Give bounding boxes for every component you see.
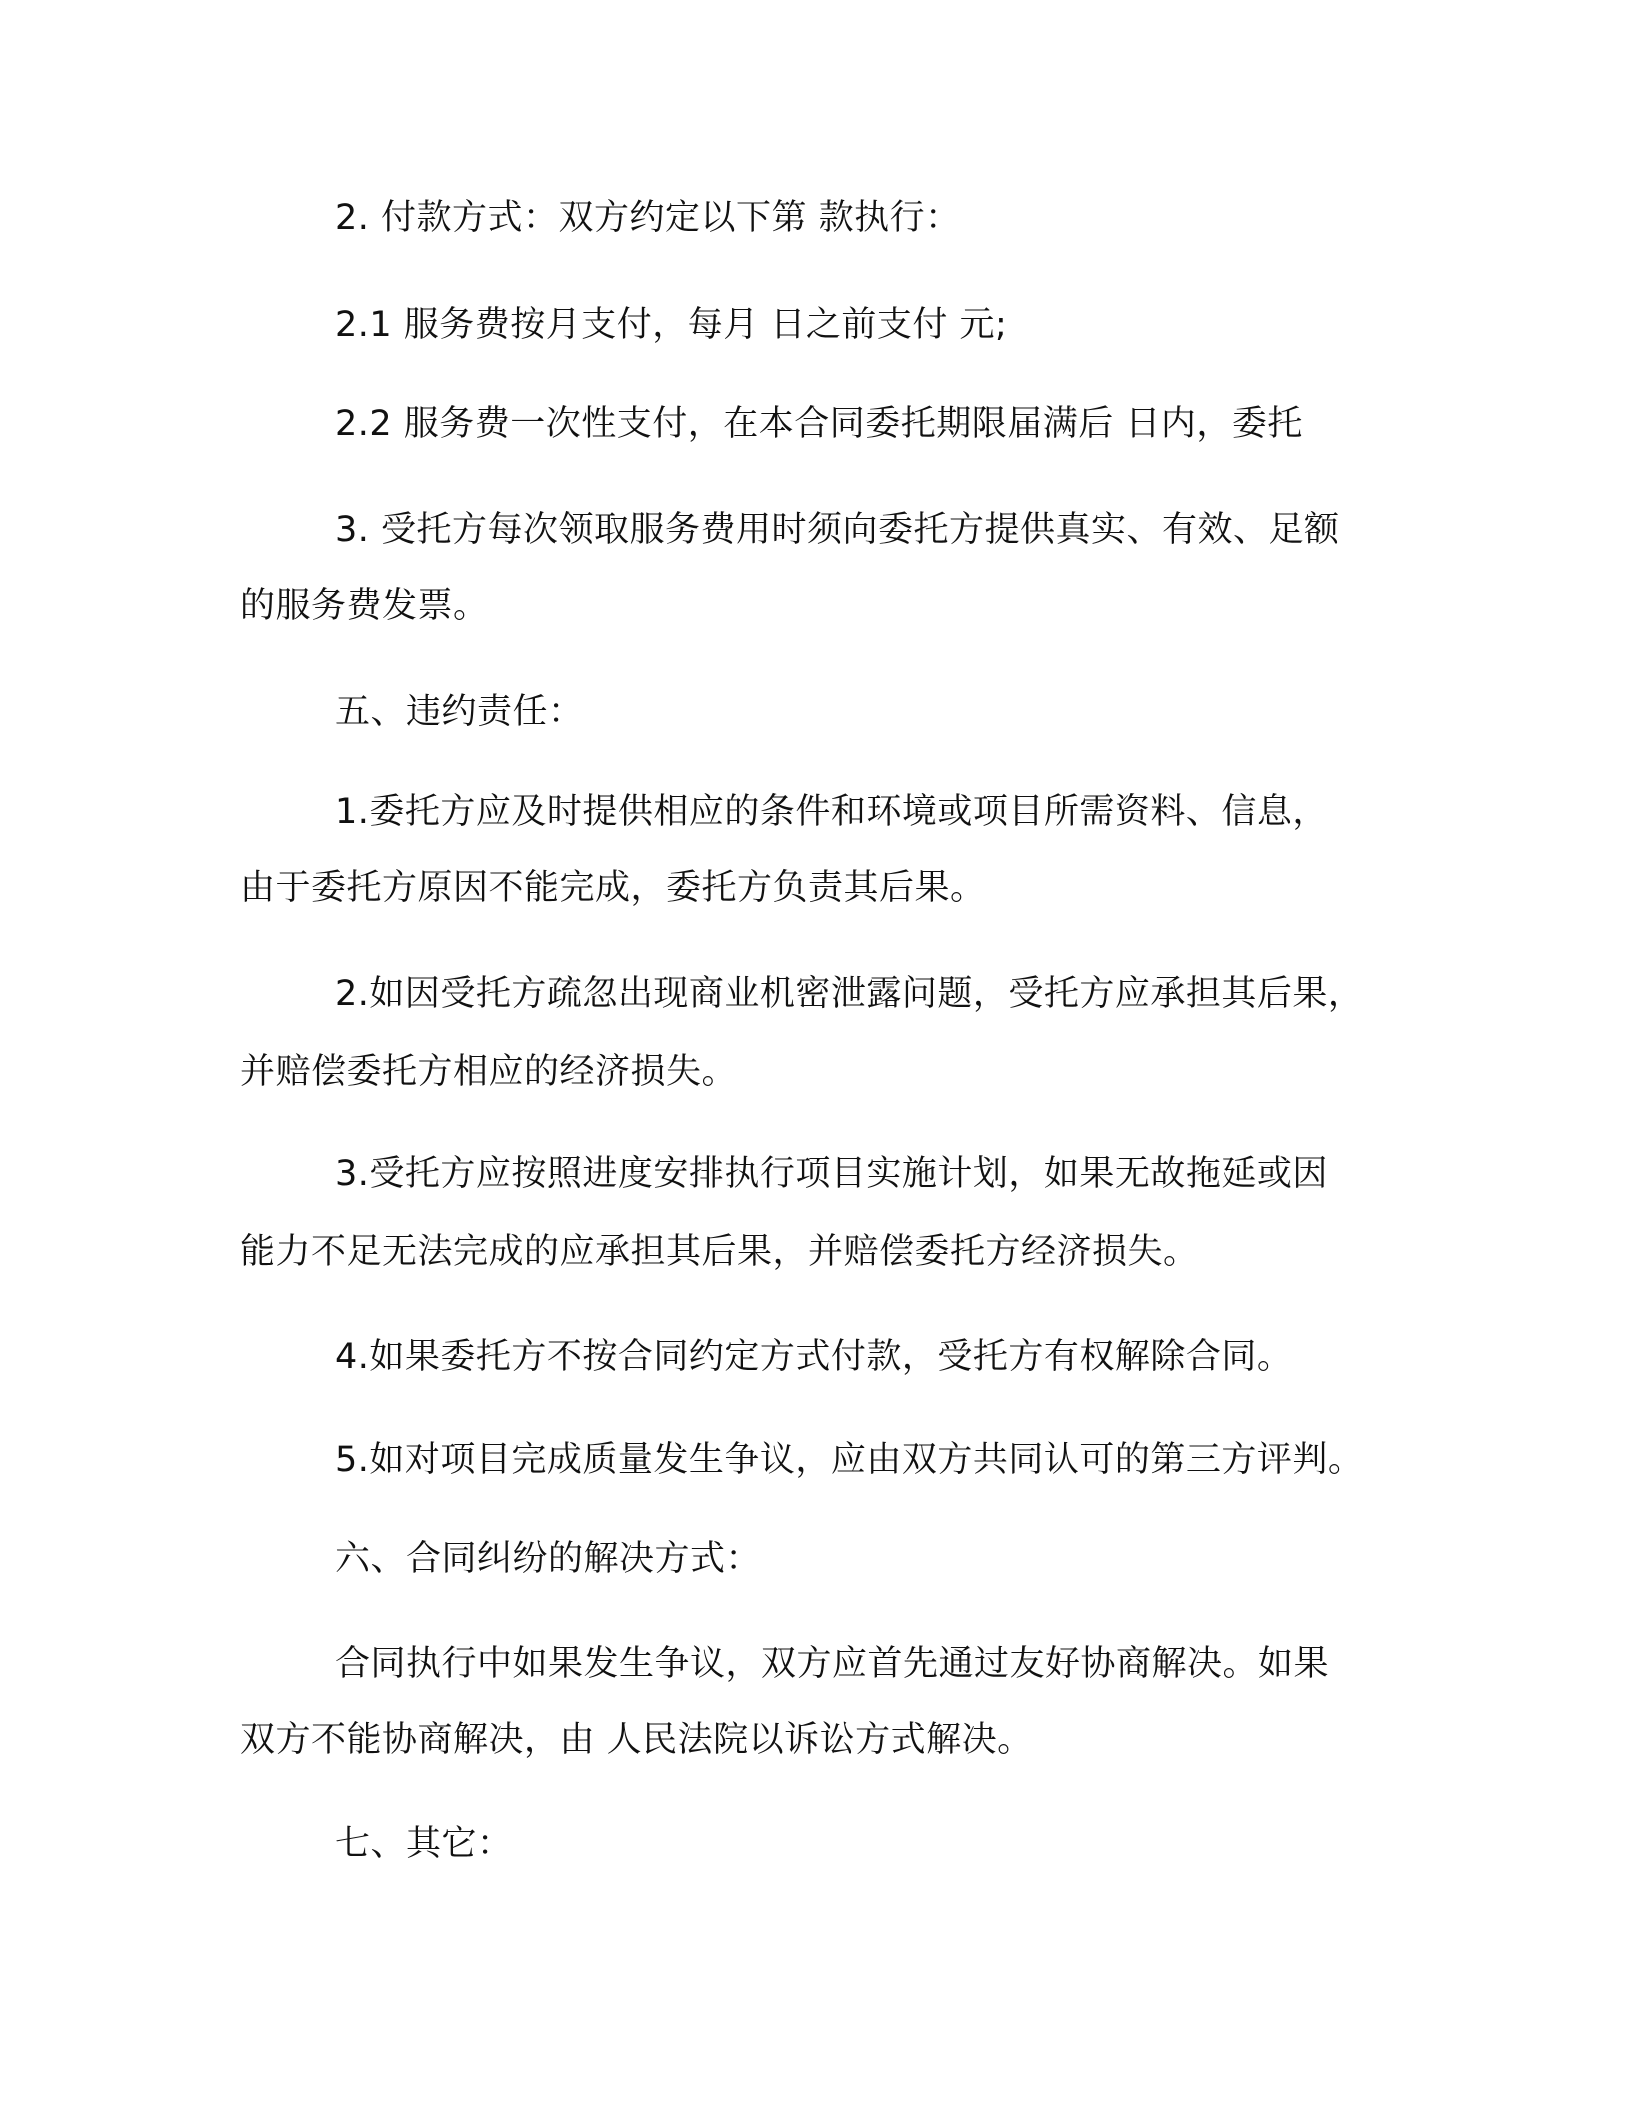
breach-clause-3-line-1: 3.受托方应按照进度安排执行项目实施计划，如果无故拖延或因 [335,1154,1328,1194]
disputes-clause-line-1: 合同执行中如果发生争议，双方应首先通过友好协商解决。如果 [335,1644,1330,1684]
invoice-clause-line-2: 的服务费发票。 [240,586,489,626]
breach-clause-3-line-2: 能力不足无法完成的应承担其后果，并赔偿委托方经济损失。 [240,1232,1199,1272]
breach-clause-4: 4.如果委托方不按合同约定方式付款，受托方有权解除合同。 [335,1337,1293,1377]
payment-method-heading: 2. 付款方式：双方约定以下第 款执行： [335,198,961,238]
breach-clause-1-line-2: 由于委托方原因不能完成，委托方负责其后果。 [240,868,986,908]
breach-clause-1-line-1: 1.委托方应及时提供相应的条件和环境或项目所需资料、信息， [335,792,1328,832]
section-heading-breach: 五、违约责任： [335,692,584,732]
payment-option-lump-sum: 2.2 服务费一次性支付，在本合同委托期限届满后 日内，委托 [335,404,1303,444]
invoice-clause-line-1: 3. 受托方每次领取服务费用时须向委托方提供真实、有效、足额 [335,510,1340,550]
breach-clause-2-line-2: 并赔偿委托方相应的经济损失。 [240,1052,738,1092]
section-heading-other: 七、其它： [335,1824,513,1864]
section-heading-disputes: 六、合同纠纷的解决方式： [335,1539,762,1579]
disputes-clause-line-2: 双方不能协商解决，由 人民法院以诉讼方式解决。 [240,1720,1033,1760]
payment-option-monthly: 2.1 服务费按月支付，每月 日之前支付 元; [335,305,1008,345]
breach-clause-5: 5.如对项目完成质量发生争议，应由双方共同认可的第三方评判。 [335,1440,1364,1480]
breach-clause-2-line-1: 2.如因受托方疏忽出现商业机密泄露问题，受托方应承担其后果， [335,974,1364,1014]
